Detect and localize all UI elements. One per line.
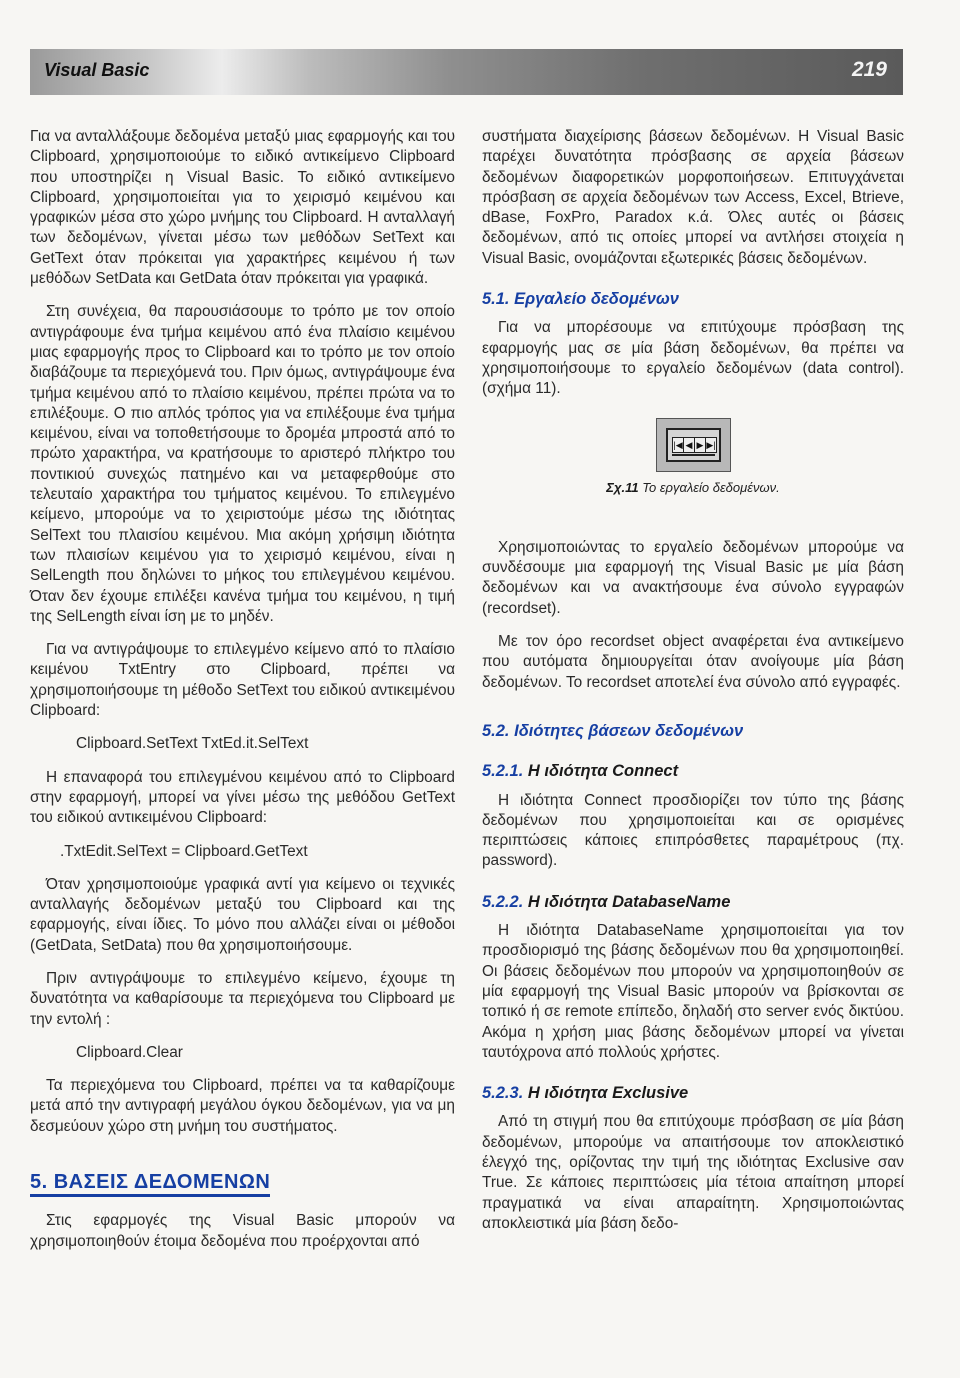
- paragraph: Για να μπορέσουμε να επιτύχουμε πρόσβαση της εφαρμογής μας σε μία βάση δεδομένων, θα πρέπει να χρησιμοποιήσουμε το εργαλείο δεδομένων (data control). (σχήμα 11).: [482, 319, 904, 398]
- previous-record-icon: ◀: [684, 438, 695, 452]
- heading-text: Η ιδιότητα DatabaseName: [527, 892, 731, 911]
- subsection-heading: [482, 1083, 904, 1103]
- paragraph: Πριν αντιγράψουμε το επιλεγμένο κείμενο, έχουμε τη δυνατότητα να καθαρίσουμε τα περιεχόμενα του Clipboard με την εντολή :: [30, 969, 455, 1028]
- heading-text: 5.1. Εργαλείο δεδομένων: [482, 290, 679, 309]
- heading-number: 5.2.3.: [482, 1084, 524, 1103]
- paragraph: Από τη στιγμή που θα επιτύχουμε πρόσβαση σε μία βάση δεδομένων, μπορούμε να απαιτήσουμε τον αποκλειστικό έλεγχό της, ορίζοντας την τιμή της ιδιότητας Exclusive σαν True. Σε κάποιες περιπτώσεις μία τέτοια απαίτηση μπορεί πραγματικά να είναι απαραίτητη. Χρησιμοποιώντας αποκλειστικά μία βάση δεδο-: [482, 1113, 904, 1232]
- paragraph: συστήματα διαχείρισης βάσεων δεδομένων. Η Visual Basic παρέχει δυνατότητα πρόσβασης σε αρχεία βάσεων δεδομένων διαφορετικών μορφοποιήσεων. Επιτυγχάνεται πρόσβαση σε αρχεία δεδομένων των Access, Excel, Btrieve, dBase, FoxPro, Paradox κ.ά. Όλες αυτές οι βάσεις δεδομένων, από τις οποίες μπορεί να αντλήσει στοιχεία η Visual Basic, ονομάζονται εξωτερικές βάσεις δεδομένων.: [482, 128, 904, 267]
- paragraph: Η ιδιότητα DatabaseName χρησιμοποιείται για τον προσδιορισμό της βάσης δεδομένων που θα χρησιμοποιηθεί. Οι βάσεις δεδομένων που μπορούν να χρησιμοποιηθούν σε μία εφαρμογή της Visual Basic μπορούν να βρίσκονται σε τοπικό ή σε remote επίπεδο, δηλαδή στο server ενός δικτύου. Ακόμα η χρήση μιας βάσης δεδομένων μπορεί να γίνεται ταυτόχρονα από πολλούς χρήστες.: [482, 922, 904, 1061]
- figure: [482, 418, 904, 472]
- data-control-frame: [666, 428, 721, 462]
- heading-number: 5.2.2.: [482, 892, 524, 911]
- figure-caption: [482, 478, 904, 498]
- page-header: [30, 49, 903, 95]
- paragraph: Η ιδιότητα Connect προσδιορίζει τον τύπο της βάσης δεδομένων που χρησιμοποιείται και σε ορισμένες περιπτώσεις κάποιες επιπρόσθετες παραμέτρους (πχ. password).: [482, 791, 904, 870]
- paragraph: Στη συνέχεια, θα παρουσιάσουμε το τρόπο με τον οποίο αντιγράφουμε ένα τμήμα κειμένου από ένα πλαίσιο κειμένου μιας εφαρμογής προς το Clipboard και το τρόπο με τον οποίο διαβάζουμε τα περιεχόμενά του. Πριν όμως, αντιγράψουμε ένα τμήμα κειμένου από το πλαίσιο κειμένου, πρέπει πρώτα να το επιλέξουμε. Ο πιο απλός τρόπος για να επιλέξουμε ένα τμήμα κειμένου, είναι να τοποθετήσουμε το δρομέα μπροστά από το πρώτο χαρακτήρα, να κρατήσουμε το αριστερό πλήκτρο του ποντικιού συνεχώς πατημένο και να μεταφερθούμε στο τελευταίο χαρακτήρα του τμήματος κειμένου. Το επιλεγμένο κείμενο, μπορούμε να το χειριστούμε μέσω της ιδιότητας SelText του πλαισίου κειμένου. Μια ακόμη χρήσιμη ιδιότητα των πλαισίων κειμένου για το χειρισμό κειμένου, είναι η SelLength που δηλώνει το μήκος του επιλεγμένου κειμένου. Όταν δεν έχουμε επιλέξει κανένα τμήμα του κειμένου, η τιμή της SelLength είναι ίση με το μηδέν.: [30, 303, 455, 625]
- last-record-icon: ▶|: [706, 439, 716, 450]
- paragraph: Χρησιμοποιώντας το εργαλείο δεδομένων μπορούμε να συνδέσουμε μια εφαρμογή της Visual Basic με μία βάση δεδομένων και να ανακτήσουμε ένα σύνολο εγγραφών (recordset).: [482, 538, 904, 617]
- heading-number: 5.2.1.: [482, 762, 524, 781]
- paragraph: Όταν χρησιμοποιούμε γραφικά αντί για κείμενο οι τεχνικές ανταλλαγής δεδομένων μεταξύ του Clipboard και της εφαρμογής, είναι ίδιες. Το μόνο που αλλάζει είναι οι μέθοδοι (GetData, SetData) που θα χρησιμοποιήσουμε.: [30, 875, 455, 954]
- section-heading: 5. ΒΑΣΕΙΣ ΔΕΔΟΜΕΝΩΝ: [30, 1172, 270, 1197]
- code-line: .TxtEdit.SelText = Clipboard.GetText: [60, 842, 308, 860]
- subsection-heading: [482, 721, 904, 741]
- caption-number: Σχ.11: [606, 479, 639, 495]
- paragraph: Τα περιεχόμενα του Clipboard, πρέπει να τα καθαρίζουμε μετά από την αντιγραφή μεγάλου όγκου δεδομένων, για να μη δεσμεύουν χώρο στη μνήμη του συστήματος.: [30, 1077, 455, 1135]
- running-title: Visual Basic: [44, 60, 150, 80]
- left-column: [30, 127, 455, 1265]
- subsection-heading: [482, 892, 904, 912]
- paragraph: Η επαναφορά του επιλεγμένου κειμένου από το Clipboard στην εφαρμογή, μπορεί να γίνει μέσω της μεθόδου GetText του ειδικού αντικειμένου Clipboard:: [30, 768, 455, 827]
- paragraph: Για να αντιγράψουμε το επιλεγμένο κείμενο από το πλαίσιο κειμένου TxtEntry στο Clipboard, πρέπει να χρησιμοποιήσουμε τη μέθοδο SetText του ειδικού αντικειμένου Clipboard:: [30, 641, 455, 720]
- right-column: [482, 127, 904, 1247]
- heading-text: Η ιδιότητα Exclusive: [527, 1084, 689, 1103]
- code-line: Clipboard.Clear: [76, 1043, 183, 1061]
- paragraph: Για να ανταλλάξουμε δεδομένα μεταξύ μιας εφαρμογής και του Clipboard, χρησιμοποιούμε το ειδικό αντικείμενο Clipboard που υποστηρίζει η Visual Basic. Το ειδικό αντικείμενο Clipboard, χρησιμοποιείται για το χειρισμό κειμένου και γραφικών μέσα στο χώρο μνήμης του Clipboard. Η ανταλλαγή των δεδομένων, γίνεται μέσω των μεθόδων SetText και GetText όταν πρόκειται για χαρακτήρες κειμένου ή των μεθόδων SetData και GetData όταν πρόκειται για γραφικά.: [30, 128, 455, 288]
- first-record-icon: |◀: [673, 439, 683, 450]
- code-line: Clipboard.SetText TxtEd.it.SelText: [76, 735, 309, 753]
- next-record-icon: ▶: [695, 438, 706, 452]
- heading-text: Η ιδιότητα Connect: [527, 762, 679, 781]
- data-control-bar: [672, 437, 717, 453]
- heading-text: 5.2. Ιδιότητες βάσεων δεδομένων: [482, 721, 744, 740]
- subsection-heading: [482, 761, 904, 781]
- paragraph: Στις εφαρμογές της Visual Basic μπορούν να χρησιμοποιηθούν έτοιμα δεδομένα που προέρχονται από: [30, 1212, 455, 1250]
- subsection-heading: [482, 289, 904, 309]
- page-number: 219: [851, 58, 887, 81]
- paragraph: Με τον όρο recordset object αναφέρεται ένα αντικείμενο που αυτόματα δημιουργείται όταν ανοίγουμε μία βάση δεδομένων. Το recordset αποτελεί ένα σύνολο από εγγραφές.: [482, 633, 904, 691]
- data-control-icon: [656, 418, 731, 472]
- caption-text: Το εργαλείο δεδομένων.: [642, 479, 780, 495]
- divider-line: [672, 454, 715, 456]
